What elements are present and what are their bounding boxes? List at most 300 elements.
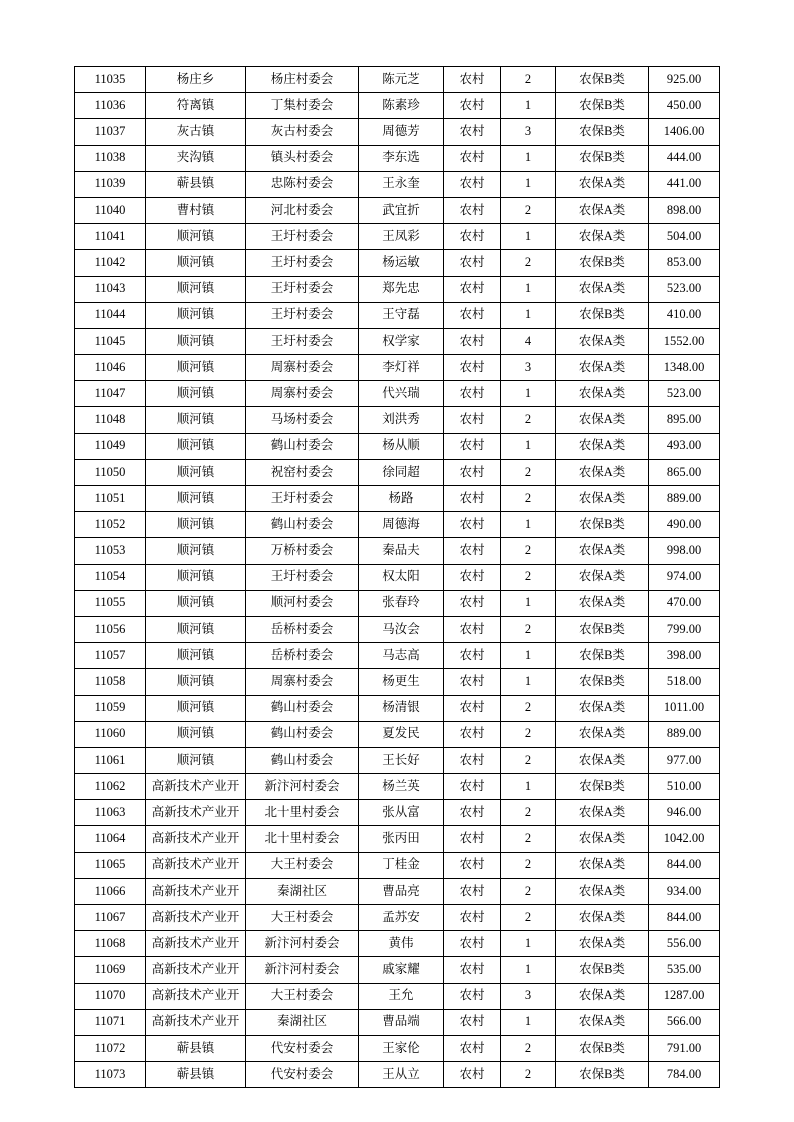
cell-town: 高新技术产业开	[146, 774, 246, 800]
cell-id: 11070	[75, 983, 146, 1009]
cell-name: 孟苏安	[359, 905, 444, 931]
cell-name: 张从富	[359, 800, 444, 826]
cell-name: 张丙田	[359, 826, 444, 852]
cell-count: 2	[501, 852, 556, 878]
cell-village: 周寨村委会	[246, 669, 359, 695]
cell-town: 高新技术产业开	[146, 852, 246, 878]
cell-name: 王家伦	[359, 1035, 444, 1061]
cell-type: 农村	[444, 328, 501, 354]
table-row	[75, 1009, 720, 1035]
cell-count: 1	[501, 93, 556, 119]
cell-town: 顺河镇	[146, 302, 246, 328]
cell-amount: 898.00	[649, 197, 720, 223]
cell-count: 2	[501, 905, 556, 931]
cell-type: 农村	[444, 590, 501, 616]
cell-id: 11051	[75, 486, 146, 512]
cell-type: 农村	[444, 171, 501, 197]
beneficiary-table	[74, 66, 720, 1088]
cell-town: 高新技术产业开	[146, 1009, 246, 1035]
cell-id: 11071	[75, 1009, 146, 1035]
cell-name: 代兴瑞	[359, 381, 444, 407]
cell-id: 11055	[75, 590, 146, 616]
cell-type: 农村	[444, 276, 501, 302]
cell-category: 农保B类	[556, 616, 649, 642]
table-row	[75, 878, 720, 904]
table-row	[75, 67, 720, 93]
cell-amount: 523.00	[649, 276, 720, 302]
cell-id: 11067	[75, 905, 146, 931]
cell-count: 1	[501, 276, 556, 302]
cell-category: 农保B类	[556, 1035, 649, 1061]
cell-type: 农村	[444, 381, 501, 407]
cell-village: 杨庄村委会	[246, 67, 359, 93]
table-row	[75, 747, 720, 773]
cell-type: 农村	[444, 145, 501, 171]
table-row	[75, 197, 720, 223]
cell-name: 杨路	[359, 486, 444, 512]
cell-category: 农保A类	[556, 328, 649, 354]
cell-village: 王圩村委会	[246, 328, 359, 354]
cell-id: 11052	[75, 512, 146, 538]
cell-village: 新汴河村委会	[246, 774, 359, 800]
cell-type: 农村	[444, 1009, 501, 1035]
cell-amount: 853.00	[649, 250, 720, 276]
cell-count: 2	[501, 486, 556, 512]
cell-category: 农保B类	[556, 1062, 649, 1088]
cell-id: 11037	[75, 119, 146, 145]
cell-id: 11043	[75, 276, 146, 302]
cell-amount: 925.00	[649, 67, 720, 93]
cell-village: 丁集村委会	[246, 93, 359, 119]
cell-category: 农保B类	[556, 957, 649, 983]
cell-amount: 895.00	[649, 407, 720, 433]
cell-name: 周德芳	[359, 119, 444, 145]
cell-name: 郑先忠	[359, 276, 444, 302]
cell-count: 1	[501, 931, 556, 957]
table-row	[75, 721, 720, 747]
cell-village: 灰古村委会	[246, 119, 359, 145]
cell-category: 农保A类	[556, 1009, 649, 1035]
cell-category: 农保A类	[556, 931, 649, 957]
cell-type: 农村	[444, 983, 501, 1009]
cell-town: 顺河镇	[146, 643, 246, 669]
cell-village: 周寨村委会	[246, 355, 359, 381]
cell-type: 农村	[444, 355, 501, 381]
cell-id: 11036	[75, 93, 146, 119]
cell-count: 1	[501, 643, 556, 669]
cell-amount: 865.00	[649, 459, 720, 485]
cell-town: 顺河镇	[146, 564, 246, 590]
cell-id: 11057	[75, 643, 146, 669]
cell-category: 农保A类	[556, 695, 649, 721]
table-row	[75, 905, 720, 931]
cell-id: 11045	[75, 328, 146, 354]
cell-count: 2	[501, 459, 556, 485]
table-row	[75, 224, 720, 250]
cell-village: 秦湖社区	[246, 1009, 359, 1035]
cell-category: 农保A类	[556, 721, 649, 747]
cell-village: 岳桥村委会	[246, 643, 359, 669]
cell-village: 万桥村委会	[246, 538, 359, 564]
cell-type: 农村	[444, 459, 501, 485]
cell-name: 杨清银	[359, 695, 444, 721]
cell-category: 农保A类	[556, 276, 649, 302]
cell-amount: 974.00	[649, 564, 720, 590]
cell-id: 11060	[75, 721, 146, 747]
cell-village: 王圩村委会	[246, 224, 359, 250]
cell-type: 农村	[444, 67, 501, 93]
cell-type: 农村	[444, 197, 501, 223]
cell-village: 北十里村委会	[246, 826, 359, 852]
cell-name: 王守磊	[359, 302, 444, 328]
cell-town: 顺河镇	[146, 250, 246, 276]
cell-id: 11050	[75, 459, 146, 485]
cell-type: 农村	[444, 250, 501, 276]
table-row	[75, 957, 720, 983]
cell-town: 蕲县镇	[146, 171, 246, 197]
cell-id: 11035	[75, 67, 146, 93]
cell-type: 农村	[444, 224, 501, 250]
table-row	[75, 93, 720, 119]
cell-count: 2	[501, 695, 556, 721]
cell-id: 11044	[75, 302, 146, 328]
cell-village: 马场村委会	[246, 407, 359, 433]
cell-category: 农保A类	[556, 878, 649, 904]
cell-village: 王圩村委会	[246, 302, 359, 328]
cell-village: 王圩村委会	[246, 486, 359, 512]
table-row	[75, 250, 720, 276]
cell-type: 农村	[444, 905, 501, 931]
cell-count: 2	[501, 721, 556, 747]
cell-name: 夏发民	[359, 721, 444, 747]
cell-type: 农村	[444, 931, 501, 957]
cell-town: 符离镇	[146, 93, 246, 119]
cell-id: 11056	[75, 616, 146, 642]
cell-town: 蕲县镇	[146, 1035, 246, 1061]
cell-amount: 791.00	[649, 1035, 720, 1061]
cell-type: 农村	[444, 695, 501, 721]
cell-category: 农保A类	[556, 905, 649, 931]
cell-amount: 998.00	[649, 538, 720, 564]
cell-amount: 784.00	[649, 1062, 720, 1088]
cell-town: 顺河镇	[146, 355, 246, 381]
cell-name: 周德海	[359, 512, 444, 538]
cell-village: 鹤山村委会	[246, 747, 359, 773]
cell-count: 1	[501, 171, 556, 197]
cell-amount: 441.00	[649, 171, 720, 197]
cell-type: 农村	[444, 93, 501, 119]
cell-town: 曹村镇	[146, 197, 246, 223]
cell-count: 1	[501, 669, 556, 695]
cell-amount: 844.00	[649, 852, 720, 878]
table-row	[75, 145, 720, 171]
cell-village: 大王村委会	[246, 852, 359, 878]
cell-amount: 977.00	[649, 747, 720, 773]
table-row	[75, 931, 720, 957]
cell-count: 1	[501, 145, 556, 171]
cell-name: 杨从顺	[359, 433, 444, 459]
cell-name: 丁桂金	[359, 852, 444, 878]
cell-town: 杨庄乡	[146, 67, 246, 93]
cell-type: 农村	[444, 512, 501, 538]
table-row	[75, 800, 720, 826]
cell-type: 农村	[444, 407, 501, 433]
cell-type: 农村	[444, 747, 501, 773]
cell-count: 2	[501, 616, 556, 642]
cell-town: 顺河镇	[146, 616, 246, 642]
cell-category: 农保A类	[556, 564, 649, 590]
cell-count: 1	[501, 433, 556, 459]
cell-village: 鹤山村委会	[246, 512, 359, 538]
cell-amount: 510.00	[649, 774, 720, 800]
cell-id: 11047	[75, 381, 146, 407]
table-row	[75, 643, 720, 669]
table-body	[75, 67, 720, 1088]
cell-id: 11038	[75, 145, 146, 171]
cell-category: 农保A类	[556, 433, 649, 459]
cell-village: 代安村委会	[246, 1035, 359, 1061]
cell-category: 农保A类	[556, 486, 649, 512]
cell-village: 大王村委会	[246, 983, 359, 1009]
cell-town: 顺河镇	[146, 669, 246, 695]
cell-id: 11039	[75, 171, 146, 197]
cell-amount: 1348.00	[649, 355, 720, 381]
cell-type: 农村	[444, 1062, 501, 1088]
cell-type: 农村	[444, 774, 501, 800]
cell-amount: 493.00	[649, 433, 720, 459]
cell-town: 高新技术产业开	[146, 931, 246, 957]
cell-count: 2	[501, 1035, 556, 1061]
cell-name: 李东选	[359, 145, 444, 171]
cell-village: 河北村委会	[246, 197, 359, 223]
cell-amount: 1287.00	[649, 983, 720, 1009]
cell-town: 高新技术产业开	[146, 983, 246, 1009]
cell-amount: 490.00	[649, 512, 720, 538]
cell-town: 顺河镇	[146, 224, 246, 250]
cell-id: 11073	[75, 1062, 146, 1088]
cell-village: 周寨村委会	[246, 381, 359, 407]
table-row	[75, 695, 720, 721]
cell-town: 顺河镇	[146, 538, 246, 564]
cell-category: 农保A类	[556, 197, 649, 223]
cell-town: 顺河镇	[146, 433, 246, 459]
cell-amount: 398.00	[649, 643, 720, 669]
cell-id: 11054	[75, 564, 146, 590]
cell-name: 王从立	[359, 1062, 444, 1088]
cell-category: 农保A类	[556, 852, 649, 878]
cell-amount: 889.00	[649, 721, 720, 747]
cell-id: 11046	[75, 355, 146, 381]
cell-town: 高新技术产业开	[146, 957, 246, 983]
cell-category: 农保B类	[556, 774, 649, 800]
cell-id: 11049	[75, 433, 146, 459]
table-row	[75, 459, 720, 485]
table-row	[75, 302, 720, 328]
cell-amount: 535.00	[649, 957, 720, 983]
cell-category: 农保B类	[556, 512, 649, 538]
cell-type: 农村	[444, 486, 501, 512]
cell-name: 刘洪秀	[359, 407, 444, 433]
cell-town: 顺河镇	[146, 328, 246, 354]
cell-id: 11040	[75, 197, 146, 223]
cell-category: 农保B类	[556, 643, 649, 669]
cell-name: 张春玲	[359, 590, 444, 616]
cell-name: 武宜折	[359, 197, 444, 223]
cell-amount: 946.00	[649, 800, 720, 826]
cell-village: 鹤山村委会	[246, 433, 359, 459]
cell-count: 1	[501, 302, 556, 328]
cell-village: 代安村委会	[246, 1062, 359, 1088]
cell-category: 农保B类	[556, 669, 649, 695]
cell-name: 杨运敏	[359, 250, 444, 276]
cell-category: 农保B类	[556, 250, 649, 276]
cell-id: 11064	[75, 826, 146, 852]
cell-village: 祝窑村委会	[246, 459, 359, 485]
cell-name: 权学家	[359, 328, 444, 354]
cell-amount: 799.00	[649, 616, 720, 642]
cell-category: 农保B类	[556, 67, 649, 93]
cell-count: 3	[501, 983, 556, 1009]
table-row	[75, 852, 720, 878]
cell-village: 镇头村委会	[246, 145, 359, 171]
cell-amount: 523.00	[649, 381, 720, 407]
cell-category: 农保A类	[556, 800, 649, 826]
cell-type: 农村	[444, 538, 501, 564]
cell-category: 农保A类	[556, 171, 649, 197]
cell-type: 农村	[444, 643, 501, 669]
cell-count: 2	[501, 197, 556, 223]
cell-name: 曹品亮	[359, 878, 444, 904]
table-row	[75, 983, 720, 1009]
cell-town: 高新技术产业开	[146, 905, 246, 931]
cell-id: 11041	[75, 224, 146, 250]
table-row	[75, 826, 720, 852]
cell-count: 1	[501, 224, 556, 250]
cell-name: 黄伟	[359, 931, 444, 957]
table-row	[75, 381, 720, 407]
cell-type: 农村	[444, 721, 501, 747]
cell-village: 北十里村委会	[246, 800, 359, 826]
cell-id: 11062	[75, 774, 146, 800]
cell-category: 农保A类	[556, 747, 649, 773]
cell-village: 王圩村委会	[246, 250, 359, 276]
cell-amount: 444.00	[649, 145, 720, 171]
cell-amount: 556.00	[649, 931, 720, 957]
cell-type: 农村	[444, 302, 501, 328]
table-row	[75, 564, 720, 590]
table-row	[75, 486, 720, 512]
cell-town: 顺河镇	[146, 747, 246, 773]
cell-category: 农保A类	[556, 538, 649, 564]
cell-amount: 1042.00	[649, 826, 720, 852]
cell-count: 1	[501, 381, 556, 407]
cell-count: 2	[501, 67, 556, 93]
cell-amount: 566.00	[649, 1009, 720, 1035]
cell-name: 马汝会	[359, 616, 444, 642]
table-row	[75, 512, 720, 538]
cell-count: 1	[501, 512, 556, 538]
cell-name: 王长好	[359, 747, 444, 773]
cell-name: 徐同超	[359, 459, 444, 485]
cell-count: 2	[501, 407, 556, 433]
cell-category: 农保A类	[556, 590, 649, 616]
cell-town: 顺河镇	[146, 407, 246, 433]
table-row	[75, 1062, 720, 1088]
cell-id: 11069	[75, 957, 146, 983]
cell-type: 农村	[444, 616, 501, 642]
cell-category: 农保B类	[556, 119, 649, 145]
cell-category: 农保A类	[556, 224, 649, 250]
cell-category: 农保B类	[556, 302, 649, 328]
cell-category: 农保B类	[556, 93, 649, 119]
cell-category: 农保A类	[556, 381, 649, 407]
cell-village: 忠陈村委会	[246, 171, 359, 197]
cell-name: 王永奎	[359, 171, 444, 197]
cell-town: 高新技术产业开	[146, 800, 246, 826]
cell-village: 王圩村委会	[246, 276, 359, 302]
cell-count: 2	[501, 878, 556, 904]
cell-type: 农村	[444, 1035, 501, 1061]
cell-id: 11065	[75, 852, 146, 878]
cell-id: 11068	[75, 931, 146, 957]
table-row	[75, 616, 720, 642]
table-row	[75, 407, 720, 433]
cell-id: 11063	[75, 800, 146, 826]
cell-name: 杨兰英	[359, 774, 444, 800]
table-row	[75, 328, 720, 354]
cell-count: 1	[501, 774, 556, 800]
cell-town: 顺河镇	[146, 721, 246, 747]
cell-town: 顺河镇	[146, 276, 246, 302]
cell-count: 1	[501, 590, 556, 616]
cell-id: 11058	[75, 669, 146, 695]
cell-count: 2	[501, 1062, 556, 1088]
cell-count: 2	[501, 538, 556, 564]
cell-amount: 844.00	[649, 905, 720, 931]
table-row	[75, 119, 720, 145]
cell-count: 2	[501, 826, 556, 852]
cell-town: 顺河镇	[146, 381, 246, 407]
cell-town: 顺河镇	[146, 512, 246, 538]
cell-type: 农村	[444, 800, 501, 826]
table-row	[75, 774, 720, 800]
cell-count: 2	[501, 564, 556, 590]
cell-town: 灰古镇	[146, 119, 246, 145]
cell-town: 顺河镇	[146, 590, 246, 616]
cell-amount: 504.00	[649, 224, 720, 250]
cell-type: 农村	[444, 433, 501, 459]
cell-type: 农村	[444, 826, 501, 852]
table-row	[75, 433, 720, 459]
cell-name: 王凤彩	[359, 224, 444, 250]
cell-village: 鹤山村委会	[246, 695, 359, 721]
cell-amount: 889.00	[649, 486, 720, 512]
cell-amount: 518.00	[649, 669, 720, 695]
cell-category: 农保A类	[556, 355, 649, 381]
cell-amount: 1011.00	[649, 695, 720, 721]
cell-amount: 450.00	[649, 93, 720, 119]
cell-type: 农村	[444, 119, 501, 145]
table-row	[75, 538, 720, 564]
cell-id: 11059	[75, 695, 146, 721]
cell-village: 岳桥村委会	[246, 616, 359, 642]
cell-amount: 1552.00	[649, 328, 720, 354]
table-row	[75, 669, 720, 695]
cell-name: 王允	[359, 983, 444, 1009]
cell-type: 农村	[444, 878, 501, 904]
cell-town: 蕲县镇	[146, 1062, 246, 1088]
cell-id: 11048	[75, 407, 146, 433]
